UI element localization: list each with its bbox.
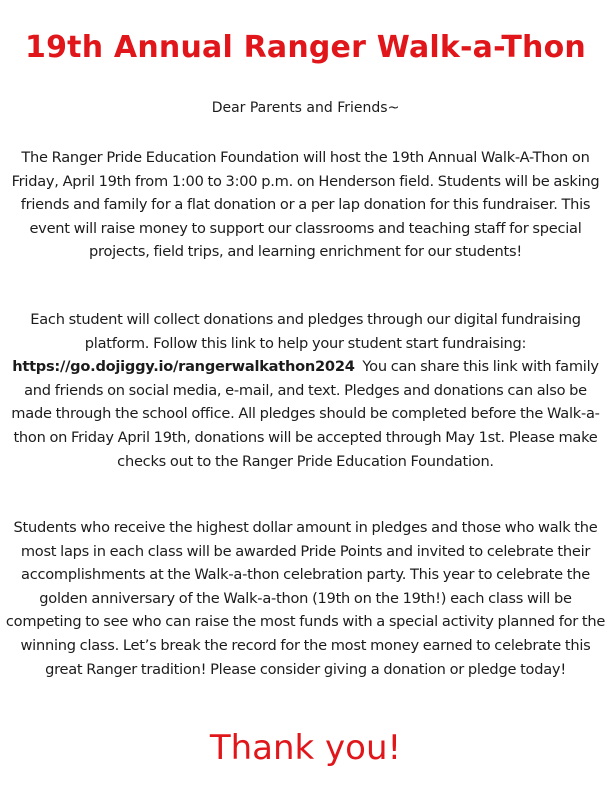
flyer-title: 19th Annual Ranger Walk-a-Thon [25,30,586,65]
paragraph-fundraising-platform [2,308,609,473]
paragraph-text-before-link: Each student will collect donations and pledges through our digital fundraising platform. Follow this link to help your student start fundraising: [30,311,581,352]
fundraising-link[interactable]: https://go.dojiggy.io/rangerwalkathon2024 [12,358,355,376]
paragraph-event-details: The Ranger Pride Education Foundation will host the 19th Annual Walk-A-Thon on Friday, April 19th from 1:00 to 3:00 p.m. on Henderson field. Students will be asking friends and family for a flat donation or a per lap donation for this fundraiser. This event will raise money to support our classrooms and teaching staff for special projects, field trips, and learning enrichment for our students! [11,149,600,261]
paragraph-text-after-link: You can share this link with family and friends on social media, e-mail, and text. Pledges and donations can also be made through the school office. All pledges should be completed before the Walk-a-thon on Friday April 19th, donations will be accepted through May 1st. Please make checks out to the Ranger Pride Education Foundation. [11,358,603,470]
closing-thank-you: Thank you! [209,728,402,768]
salutation: Dear Parents and Friends~ [211,100,400,116]
paragraph-awards: Students who receive the highest dollar amount in pledges and those who walk the most laps in each class will be awarded Pride Points and invited to celebrate their accomplishments at the Walk-a-thon celebration party. This year to celebrate the golden anniversary of the Walk-a-thon (19th on the 19th!) each class will be competing to see who can raise the most funds with a special activity planned for the winning class. Let’s break the record for the most money earned to celebrate this great Ranger tradition! Please consider giving a donation or pledge today! [5,519,606,678]
